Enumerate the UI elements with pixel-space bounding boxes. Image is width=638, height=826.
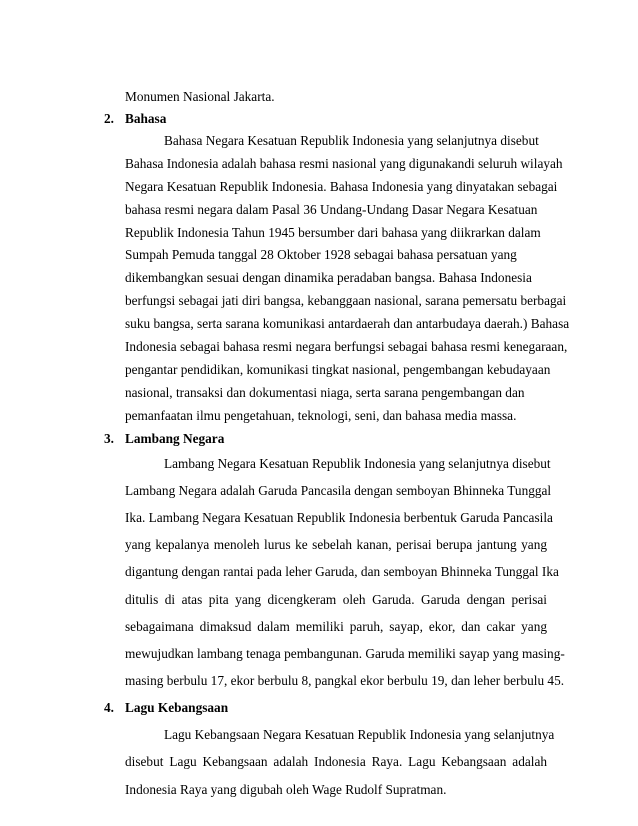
paragraph-line: mewujudkan lambang tenaga pembangunan. Garuda memiliki sayap yang masing-	[125, 646, 565, 661]
section-title: Lagu Kebangsaan	[125, 700, 229, 715]
section-number: 4.	[104, 700, 114, 715]
paragraph-line: Republik Indonesia Tahun 1945 bersumber dari bahasa yang diikrarkan dalam	[125, 225, 541, 240]
section-title: Lambang Negara	[125, 431, 225, 446]
paragraph-line: pengantar pendidikan, komunikasi tingkat nasional, pengembangan kebudayaan	[125, 362, 551, 377]
paragraph-line: sebagaimana dimaksud dalam memiliki paruh, sayap, ekor, dan cakar yang	[125, 619, 547, 634]
paragraph-line: Ika. Lambang Negara Kesatuan Republik Indonesia berbentuk Garuda Pancasila	[125, 510, 553, 525]
intro-line: Monumen Nasional Jakarta.	[125, 89, 275, 104]
paragraph-line: suku bangsa, serta sarana komunikasi antardaerah dan antarbudaya daerah.) Bahasa	[125, 316, 570, 331]
section-number: 2.	[104, 111, 114, 126]
paragraph-line: Lambang Negara Kesatuan Republik Indonesia yang selanjutnya disebut	[164, 456, 551, 471]
paragraph-line: Bahasa Negara Kesatuan Republik Indonesia yang selanjutnya disebut	[164, 133, 539, 148]
paragraph-line: berfungsi sebagai jati diri bangsa, kebanggaan nasional, sarana pemersatu berbagai	[125, 293, 567, 308]
section-number: 3.	[104, 431, 114, 446]
paragraph-line: pemanfaatan ilmu pengetahuan, teknologi, seni, dan bahasa media massa.	[125, 408, 517, 423]
paragraph-line: bahasa resmi negara dalam Pasal 36 Undang-Undang Dasar Negara Kesatuan	[125, 202, 538, 217]
paragraph-line: nasional, transaksi dan dokumentasi niaga, serta sarana pengembangan dan	[125, 385, 525, 400]
section-title: Bahasa	[125, 111, 167, 126]
paragraph-line: Indonesia Raya yang digubah oleh Wage Rudolf Supratman.	[125, 782, 447, 797]
paragraph-line: masing berbulu 17, ekor berbulu 8, pangkal ekor berbulu 19, dan leher berbulu 45.	[125, 673, 565, 688]
paragraph-line: digantung dengan rantai pada leher Garuda, dan semboyan Bhinneka Tunggal Ika	[125, 564, 559, 579]
paragraph-line: ditulis di atas pita yang dicengkeram oleh Garuda. Garuda dengan perisai	[125, 592, 547, 607]
paragraph-line: Bahasa Indonesia adalah bahasa resmi nasional yang digunakandi seluruh wilayah	[125, 156, 563, 171]
paragraph-line: Negara Kesatuan Republik Indonesia. Bahasa Indonesia yang dinyatakan sebagai	[125, 179, 558, 194]
paragraph-line: dikembangkan sesuai dengan dinamika peradaban bangsa. Bahasa Indonesia	[125, 270, 532, 285]
paragraph-line: disebut Lagu Kebangsaan adalah Indonesia Raya. Lagu Kebangsaan adalah	[125, 754, 547, 769]
paragraph-line: Lagu Kebangsaan Negara Kesatuan Republik Indonesia yang selanjutnya	[164, 727, 555, 742]
paragraph-line: yang kepalanya menoleh lurus ke sebelah kanan, perisai berupa jantung yang	[125, 537, 547, 552]
paragraph-line: Lambang Negara adalah Garuda Pancasila dengan semboyan Bhinneka Tunggal	[125, 483, 552, 498]
paragraph-line: Sumpah Pemuda tanggal 28 Oktober 1928 sebagai bahasa persatuan yang	[125, 247, 517, 262]
paragraph-line: Indonesia sebagai bahasa resmi negara berfungsi sebagai bahasa resmi kenegaraan,	[125, 339, 568, 354]
